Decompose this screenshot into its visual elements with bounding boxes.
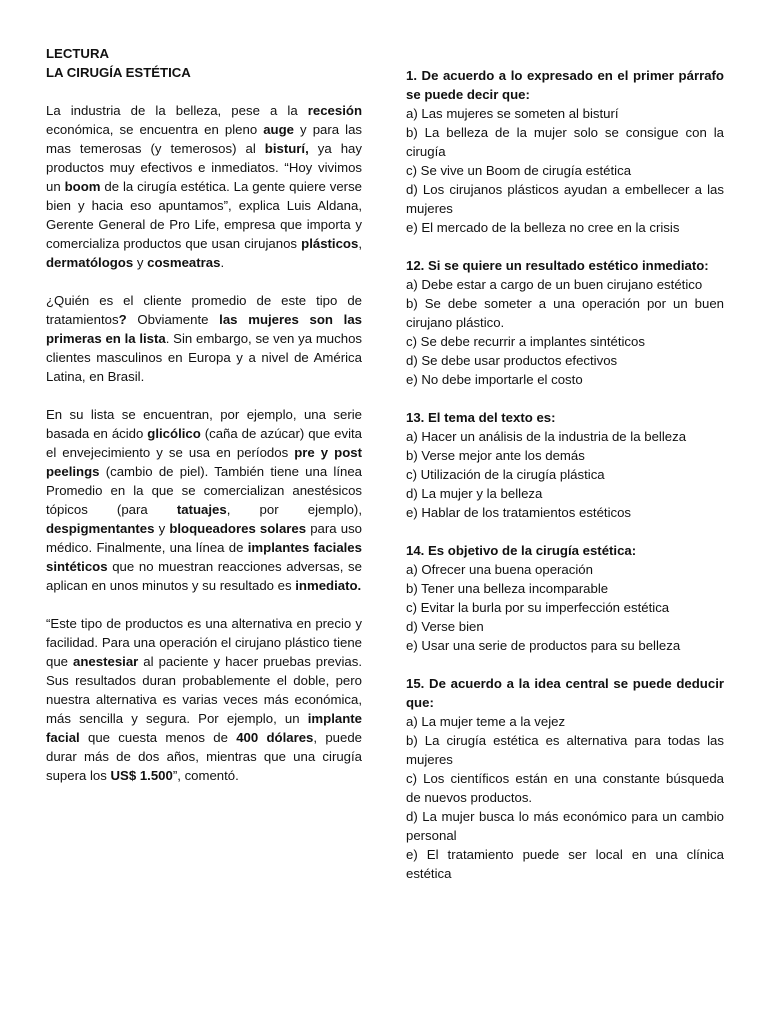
text-run: . — [220, 255, 225, 270]
answer-option: a) Ofrecer una buena operación — [406, 562, 593, 577]
answer-option: d) Los cirujanos plásticos ayudan a embellecer a las mujeres — [406, 182, 724, 216]
answer-option: d) La mujer y la belleza — [406, 486, 543, 501]
answer-option: b) La cirugía estética es alternativa para todas las mujeres — [406, 733, 724, 767]
question-title: 1. De acuerdo a lo expresado en el primer párrafo se puede decir que: — [406, 68, 724, 102]
bold-text: pre y post peelings — [46, 445, 362, 479]
reading-paragraph — [46, 614, 362, 785]
reading-column — [46, 44, 362, 804]
questions-column — [406, 66, 724, 902]
text-run: y para las mas temerosas (y temerosos) al — [46, 122, 362, 156]
question-list — [406, 66, 724, 883]
text-run: que no muestran reacciones adversas, se aplican en unos minutos y su resultado es — [46, 559, 362, 593]
text-run: y — [133, 255, 148, 270]
text-run: , por ejemplo), — [226, 502, 362, 517]
answer-option: b) Tener una belleza incomparable — [406, 581, 609, 596]
reading-paragraph — [46, 101, 362, 272]
answer-option: c) Utilización de la cirugía plástica — [406, 467, 605, 482]
reading-title: LA CIRUGÍA ESTÉTICA — [46, 65, 191, 80]
bold-text: ? — [118, 312, 127, 327]
text-run: La industria de la belleza, pese a la — [46, 103, 308, 118]
answer-option: e) El tratamiento puede ser local en una clínica estética — [406, 847, 724, 881]
text-run: (caña de azúcar) que evita el envejecimiento y se usa en períodos — [46, 426, 363, 460]
bold-text: bloqueadores solares — [169, 521, 307, 536]
reading-label: LECTURA — [46, 46, 110, 61]
answer-option: e) Usar una serie de productos para su belleza — [406, 638, 681, 653]
text-run: En su lista se encuentran, por ejemplo, una serie basada en ácido — [46, 407, 362, 441]
answer-option: d) La mujer busca lo más económico para un cambio personal — [406, 809, 724, 843]
text-run: “Este tipo de productos es una alternativa en precio y facilidad. Para una operación el cirujano plástico tiene que — [46, 616, 362, 669]
text-run: , puede durar más de dos años, mientras que una cirugía supera los — [46, 730, 362, 783]
question-block — [406, 408, 724, 522]
answer-option: b) Se debe someter a una operación por un buen cirujano plástico. — [406, 296, 724, 330]
bold-text: recesión — [307, 103, 362, 118]
bold-text: implantes faciales sintéticos — [46, 540, 362, 574]
bold-text: implante facial — [46, 711, 362, 745]
reading-body — [46, 101, 362, 785]
answer-option: c) Los científicos están en una constante búsqueda de nuevos productos. — [406, 771, 724, 805]
text-run: ¿Quién es el cliente promedio de este tipo de tratamientos — [46, 293, 362, 327]
question-block — [406, 66, 724, 237]
text-run: Obviamente — [126, 312, 220, 327]
text-run: de la cirugía estética. La gente quiere verse bien y hacia eso apuntamos”, explica Luis Aldana, Gerente General de Pro Life, empresa que importa y comercializa productos que usan cirujanos — [46, 179, 362, 251]
question-title: 14. Es objetivo de la cirugía estética: — [406, 543, 637, 558]
answer-option: e) Hablar de los tratamientos estéticos — [406, 505, 632, 520]
text-run: . Sin embargo, se ven ya muchos clientes masculinos en Europa y a nivel de América Latina, en Brasil. — [46, 331, 362, 384]
answer-option: a) La mujer teme a la vejez — [406, 714, 566, 729]
bold-text: tatuajes — [176, 502, 227, 517]
bold-text: 400 dólares — [236, 730, 314, 745]
answer-option: a) Las mujeres se someten al bisturí — [406, 106, 619, 121]
bold-text: plásticos — [301, 236, 359, 251]
question-block — [406, 541, 724, 655]
answer-option: d) Verse bien — [406, 619, 484, 634]
answer-option: d) Se debe usar productos efectivos — [406, 353, 618, 368]
answer-option: e) No debe importarle el costo — [406, 372, 583, 387]
answer-option: c) Se vive un Boom de cirugía estética — [406, 163, 632, 178]
reading-paragraph — [46, 405, 362, 595]
bold-text: dermatólogos — [46, 255, 134, 270]
bold-text: bisturí, — [264, 141, 309, 156]
answer-option: a) Hacer un análisis de la industria de la belleza — [406, 429, 687, 444]
bold-text: glicólico — [147, 426, 201, 441]
bold-text: inmediato. — [295, 578, 362, 593]
answer-option: c) Se debe recurrir a implantes sintéticos — [406, 334, 645, 349]
text-run: que cuesta menos de — [79, 730, 237, 745]
question-block — [406, 256, 724, 389]
bold-text: auge — [263, 122, 294, 137]
bold-text: US$ 1.500 — [110, 768, 173, 783]
text-run: y — [154, 521, 170, 536]
text-run: , — [358, 236, 362, 251]
answer-option: c) Evitar la burla por su imperfección estética — [406, 600, 670, 615]
bold-text: las mujeres son las primeras en la lista — [46, 312, 362, 346]
question-block — [406, 674, 724, 883]
bold-text: boom — [64, 179, 101, 194]
bold-text: cosmeatras — [147, 255, 221, 270]
question-title: 15. De acuerdo a la idea central se puede deducir que: — [406, 676, 724, 710]
text-run: económica, se encuentra en pleno — [46, 122, 264, 137]
answer-option: b) Verse mejor ante los demás — [406, 448, 585, 463]
question-title: 12. Si se quiere un resultado estético inmediato: — [406, 258, 709, 273]
reading-paragraph — [46, 291, 362, 386]
bold-text: anestesiar — [73, 654, 139, 669]
text-run: ya hay productos muy efectivos e inmediatos. “Hoy vivimos un — [46, 141, 362, 194]
answer-option: e) El mercado de la belleza no cree en la crisis — [406, 220, 680, 235]
answer-option: a) Debe estar a cargo de un buen cirujano estético — [406, 277, 703, 292]
question-title: 13. El tema del texto es: — [406, 410, 556, 425]
text-run: al paciente y hacer pruebas previas. Sus resultados duran probablemente el doble, pero nuestra alternativa es varias veces más económica, más sencilla y segura. Por ejemplo, un — [46, 654, 362, 726]
bold-text: despigmentantes — [46, 521, 155, 536]
text-run: para uso médico. Finalmente, una línea de — [46, 521, 362, 555]
text-run: (cambio de piel). También tiene una línea Promedio en la que se comercializan anestésicos tópicos (para — [46, 464, 362, 517]
text-run: ”, comentó. — [172, 768, 239, 783]
answer-option: b) La belleza de la mujer solo se consigue con la cirugía — [406, 125, 724, 159]
